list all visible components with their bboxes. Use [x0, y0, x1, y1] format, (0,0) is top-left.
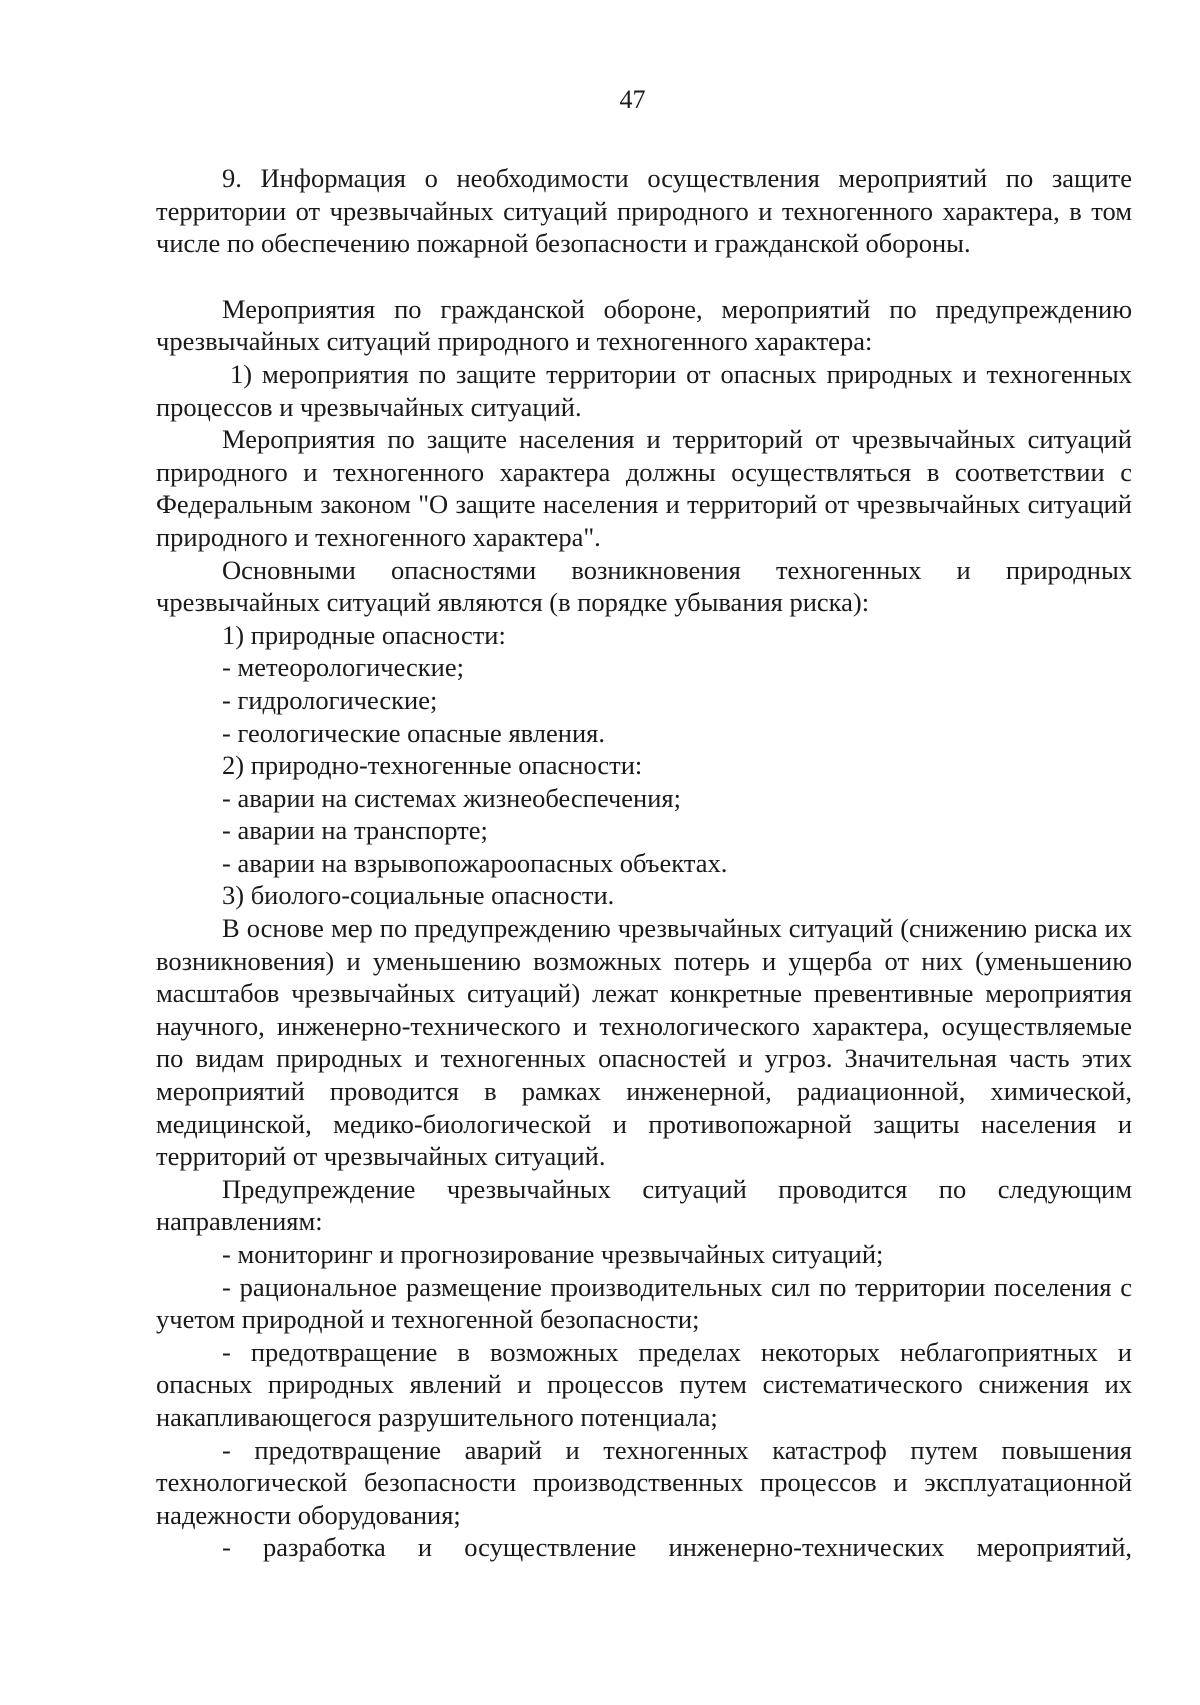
paragraph: 1) мероприятия по защите территории от опасных природных и техногенных процессов и чрезвычайных ситуаций. [156, 358, 1132, 422]
page-number: 47 [619, 85, 646, 114]
list-item: 2) природно-техногенные опасности: [222, 750, 643, 781]
list-item: - аварии на системах жизнеобеспечения; [222, 782, 681, 813]
list-item: - аварии на транспорте; [222, 815, 488, 846]
paragraph: В основе мер по предупреждению чрезвычайных ситуаций (снижению риска их возникновения) и уменьшению возможных потерь и ущерба от них (уменьшению масштабов чрезвычайных ситуаций) лежат конкретные превентивные мероприятия научного, инженерно-технического и технологического характера, осуществляемые по видам природных и техногенных опасностей и угроз. Значительная часть этих мероприятий проводится в рамках инженерной, радиационной, химической, медицинской, медико-биологической и противопожарной защиты населения и территорий от чрезвычайных ситуаций. [156, 913, 1132, 1172]
list-item: - гидрологические; [222, 684, 438, 715]
list-item: - мониторинг и прогнозирование чрезвычайных ситуаций; [222, 1239, 884, 1269]
list-item: - метеорологические; [222, 652, 464, 683]
paragraph: Предупреждение чрезвычайных ситуаций проводится по следующим направлениям: [156, 1173, 1132, 1237]
paragraph: Мероприятия по гражданской обороне, мероприятий по предупреждению чрезвычайных ситуаций природного и техногенного характера: [156, 293, 1132, 357]
paragraph: Мероприятия по защите населения и территорий от чрезвычайных ситуаций природного и техногенного характера должны осуществляться в соответствии с Федеральным законом "О защите населения и территорий от чрезвычайных ситуаций природного и техногенного характера". [156, 424, 1132, 552]
list-item: - разработка и осуществление инженерно-технических мероприятий, [222, 1532, 1132, 1563]
document-body [156, 162, 1132, 1564]
list-item: 1) природные опасности: [222, 619, 506, 650]
list-item: - предотвращение аварий и техногенных катастроф путем повышения технологической безопасности производственных процессов и эксплуатационной надежности оборудования; [156, 1434, 1132, 1530]
list-item: - рациональное размещение производительных сил по территории поселения с учетом природной и техногенной безопасности; [156, 1271, 1132, 1335]
list-item: 3) биолого-социальные опасности. [222, 880, 615, 911]
paragraph: Основными опасностями возникновения техногенных и природных чрезвычайных ситуаций являются (в порядке убывания риска): [156, 554, 1132, 618]
list-item: - аварии на взрывопожароопасных объектах. [222, 847, 728, 878]
list-item: - предотвращение в возможных пределах некоторых неблагоприятных и опасных природных явлений и процессов путем систематического снижения их накапливающегося разрушительного потенциала; [156, 1336, 1132, 1432]
list-item: - геологические опасные явления. [222, 717, 605, 748]
section-heading: 9. Информация о необходимости осуществления мероприятий по защите территории от чрезвычайных ситуаций природного и техногенного характера, в том числе по обеспечению пожарной безопасности и гражданской обороны. [156, 163, 1132, 259]
